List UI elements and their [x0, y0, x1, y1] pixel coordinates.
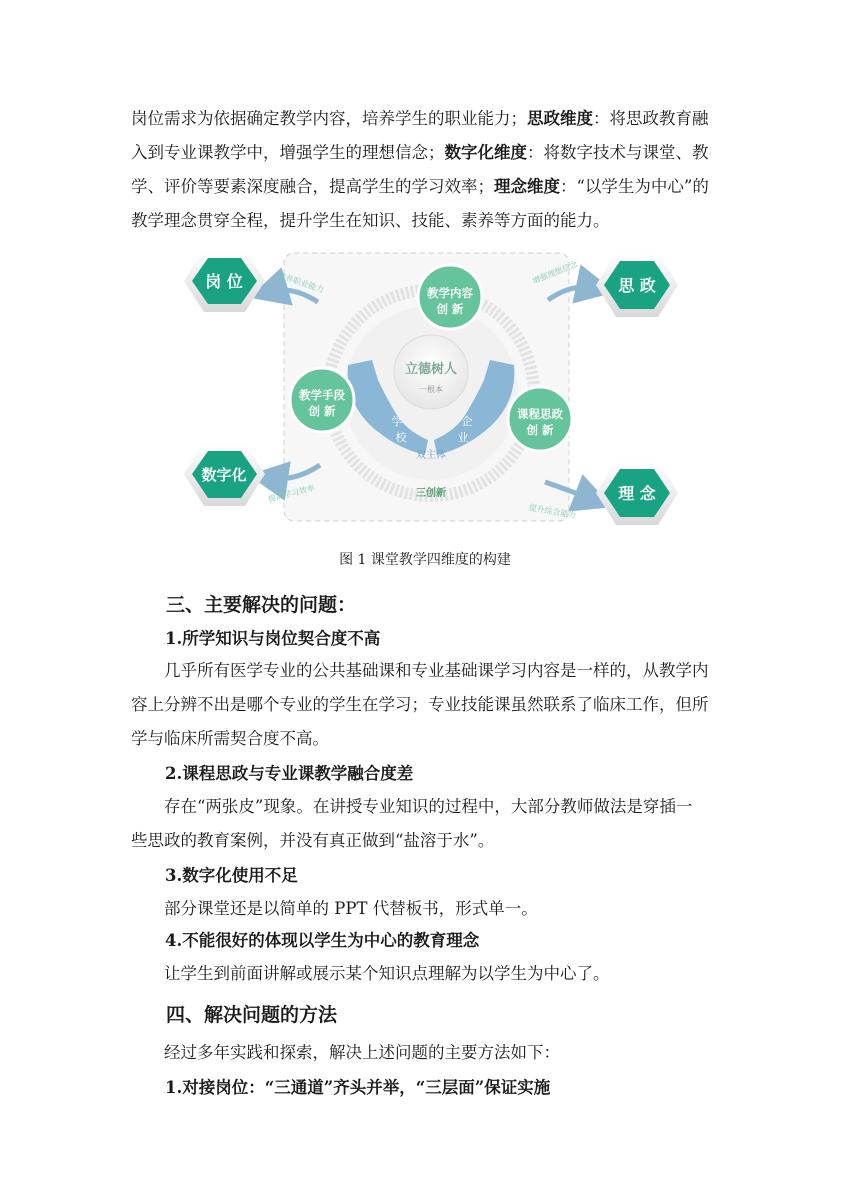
hex-linian: [596, 461, 678, 525]
section4-line1: 经过多年实践和探索，解决上述问题的主要方法如下：: [164, 1043, 560, 1062]
arrow-label-top-right: 增强理想信念: [531, 259, 580, 286]
intro-bold-sizheng: 思政维度: [527, 109, 593, 128]
intro-bold-linian: 理念维度: [494, 177, 560, 196]
four-dimension-diagram: [180, 250, 680, 530]
problem3-title: 3.数字化使用不足: [165, 866, 298, 885]
circle-right-line1: 课程思政: [517, 407, 563, 421]
problem2-line2: 些思政的教育案例，并没有真正做到“盐溶于水”。: [131, 831, 495, 850]
ring-label: 三创新: [416, 488, 446, 499]
problem1-line1: 几乎所有医学专业的公共基础课和专业基础课学习内容是一样的，从教学内: [164, 661, 709, 680]
hand-left-char1: 学: [391, 415, 403, 428]
intro-seg2: ：将思政教育融入到专业课教学中，增强学生的理想信念；: [131, 109, 709, 162]
section3-title: 三、主要解决的问题：: [166, 594, 357, 616]
hex-shuzihua-label: 数字化: [201, 466, 247, 484]
hex-gangwei-label: 岗 位: [205, 272, 243, 291]
hex-shuzihua: [184, 443, 265, 506]
problem4-line1: 让学生到前面讲解或展示某个知识点理解为以学生为中心了。: [164, 964, 610, 983]
problem1-line2: 容上分辨不出是哪个专业的学生在学习；专业技能课虽然联系了临床工作，但所: [131, 695, 709, 714]
section4-item1: 1.对接岗位：“三通道”齐头并举，“三层面”保证实施: [165, 1078, 551, 1097]
center-sub: 一根本: [419, 385, 443, 394]
hand-left-char2: 校: [395, 431, 407, 444]
hand-right-char1: 企: [461, 415, 473, 428]
arrow-label-top-left: 培养职业能力: [276, 270, 325, 295]
problem3-line1: 部分课堂还是以简单的 PPT 代替板书，形式单一。: [164, 899, 538, 918]
center-title: 立德树人: [404, 362, 458, 377]
hex-gangwei: [184, 250, 265, 312]
section4-title: 四、解决问题的方法: [166, 1004, 338, 1026]
arrow-label-bottom-left: 提高学习效率: [267, 483, 316, 504]
figure-caption: 图 1 课堂教学四维度的构建: [339, 552, 511, 568]
circle-left-line1: 教学手段: [299, 388, 345, 402]
arrow-label-bottom-right: 提升综合能力: [528, 502, 577, 521]
problem1-title: 1.所学知识与岗位契合度不高: [165, 629, 381, 648]
problem2-title: 2.课程思政与专业课教学融合度差: [165, 764, 414, 783]
circle-right-line2: 创 新: [526, 423, 554, 437]
problem2-line1: 存在“两张皮”现象。在讲授专业知识的过程中，大部分教师做法是穿插一: [164, 797, 693, 816]
hex-sizheng-label: 思 政: [618, 276, 656, 295]
problem1-line3: 学与临床所需契合度不高。: [131, 729, 329, 748]
hex-sizheng: [596, 253, 678, 317]
intro-seg4: ：“以学生为中心”的教学理念贯穿全程，提升学生在知识、技能、素养等方面的能力。: [131, 177, 709, 230]
hands-label: 双主体: [416, 450, 446, 461]
circle-top-line2: 创 新: [436, 302, 464, 316]
circle-left-line2: 创 新: [308, 404, 336, 418]
intro-seg3: ：将数字技术与课堂、教学、评价等要素深度融合，提高学生的学习效率；: [131, 143, 709, 196]
intro-bold-shuzihua: 数字化维度: [444, 143, 527, 162]
intro-seg1: 岗位需求为依据确定教学内容，培养学生的职业能力；: [131, 109, 527, 128]
hand-right-char2: 业: [457, 431, 469, 444]
hex-linian-label: 理 念: [618, 484, 656, 503]
problem4-title: 4.不能很好的体现以学生为中心的教育理念: [165, 931, 480, 950]
intro-paragraph: [131, 102, 723, 238]
circle-top-line1: 教学内容: [427, 286, 473, 300]
